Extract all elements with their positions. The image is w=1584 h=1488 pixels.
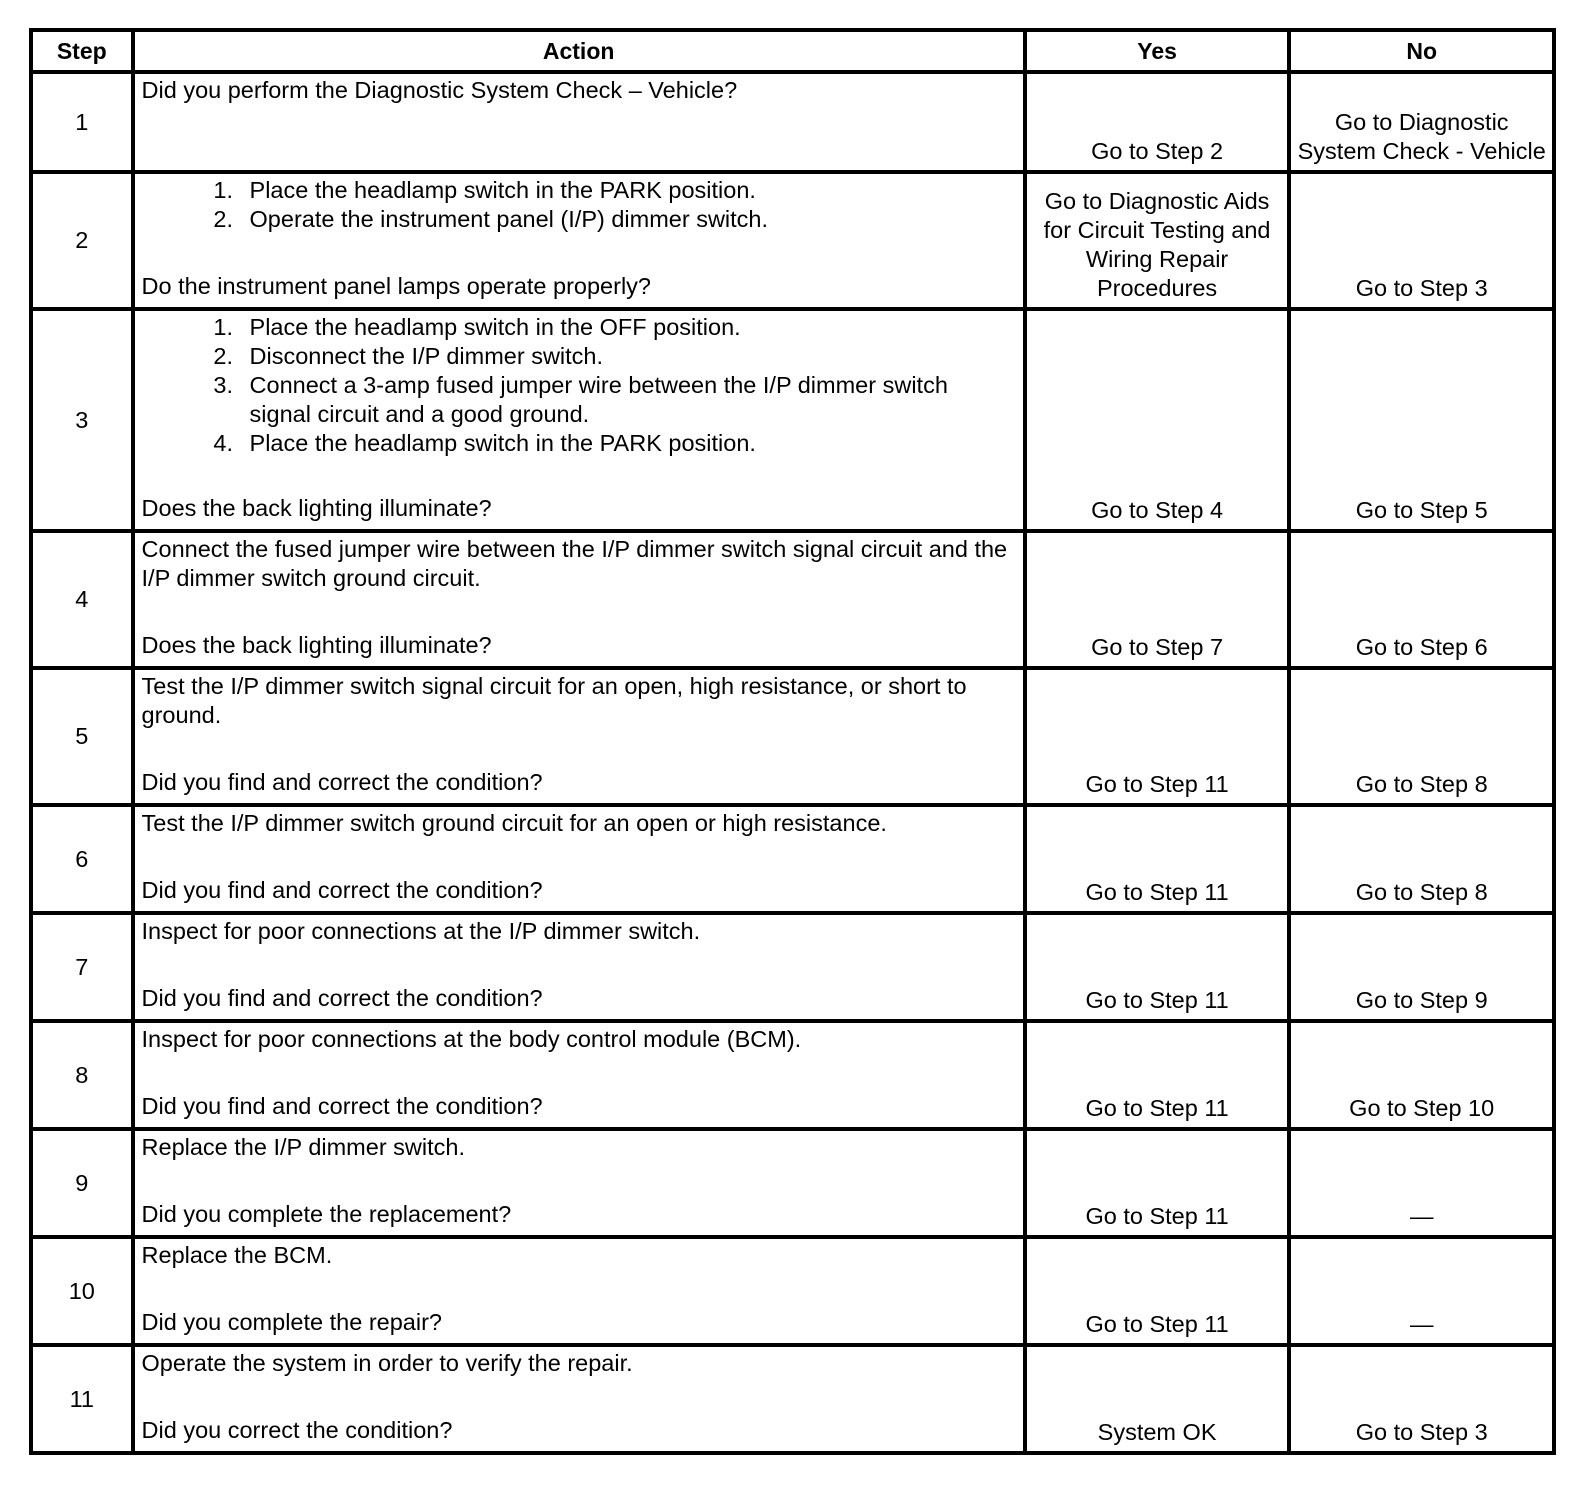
step-number: 6 [31, 805, 133, 913]
yes-cell: System OK [1025, 1345, 1290, 1453]
question-text: Did you find and correct the condition? [141, 769, 543, 795]
action-text: Test the I/P dimmer switch signal circuit for an open, high resistance, or short to ground. [141, 673, 967, 728]
no-cell: — [1289, 1129, 1554, 1237]
no-cell: Go to Step 8 [1289, 668, 1554, 805]
step-number: 8 [31, 1021, 133, 1129]
header-yes: Yes [1025, 30, 1290, 72]
table-row [31, 309, 1554, 531]
step-number: 9 [31, 1129, 133, 1237]
step-number: 3 [31, 309, 133, 531]
step-number: 11 [31, 1345, 133, 1453]
question-text: Does the back lighting illuminate? [141, 495, 492, 521]
instruction-item: 2. Disconnect the I/P dimmer switch. [240, 342, 1015, 371]
question-text: Does the back lighting illuminate? [141, 632, 492, 658]
question-text: Did you complete the repair? [141, 1309, 442, 1335]
no-cell: Go to Step 10 [1289, 1021, 1554, 1129]
table-row [31, 913, 1554, 1021]
header-step: Step [31, 30, 133, 72]
no-cell: Go to Step 5 [1289, 309, 1554, 531]
table-row [31, 668, 1554, 805]
action-cell [133, 1345, 1025, 1453]
question-text: Did you correct the condition? [141, 1417, 453, 1443]
step-number: 10 [31, 1237, 133, 1345]
action-text: Inspect for poor connections at the I/P dimmer switch. [141, 918, 701, 944]
action-text: Replace the I/P dimmer switch. [141, 1134, 466, 1160]
no-cell: Go to Diagnostic System Check - Vehicle [1289, 72, 1554, 172]
instruction-item: 4. Place the headlamp switch in the PARK position. [240, 429, 1015, 458]
diagnostic-table [29, 28, 1556, 1455]
no-cell: Go to Step 8 [1289, 805, 1554, 913]
step-number: 4 [31, 531, 133, 668]
no-cell: Go to Step 9 [1289, 913, 1554, 1021]
table-row [31, 1021, 1554, 1129]
table-row [31, 172, 1554, 309]
yes-cell: Go to Step 11 [1025, 1021, 1290, 1129]
no-cell: Go to Step 3 [1289, 1345, 1554, 1453]
yes-cell: Go to Step 11 [1025, 913, 1290, 1021]
instruction-item: 3. Connect a 3-amp fused jumper wire between the I/P dimmer switch signal circuit and a good ground. [240, 371, 1015, 429]
action-text: Connect the fused jumper wire between the I/P dimmer switch signal circuit and the I/P dimmer switch ground circuit. [141, 536, 1008, 591]
yes-cell: Go to Diagnostic Aids for Circuit Testing and Wiring Repair Procedures [1025, 172, 1290, 309]
yes-cell: Go to Step 2 [1025, 72, 1290, 172]
table-row [31, 72, 1554, 172]
yes-cell: Go to Step 11 [1025, 1237, 1290, 1345]
question-text: Did you find and correct the condition? [141, 877, 543, 903]
action-cell [133, 531, 1025, 668]
step-number: 7 [31, 913, 133, 1021]
no-cell: — [1289, 1237, 1554, 1345]
step-number: 2 [31, 172, 133, 309]
action-text: Replace the BCM. [141, 1242, 333, 1268]
instruction-list [142, 176, 1015, 234]
action-cell [133, 172, 1025, 309]
instruction-list [142, 313, 1015, 458]
question-text: Did you complete the replacement? [141, 1201, 512, 1227]
yes-cell: Go to Step 4 [1025, 309, 1290, 531]
question-text: Did you find and correct the condition? [141, 985, 543, 1011]
instruction-item: 1. Place the headlamp switch in the PARK position. [240, 176, 1015, 205]
no-cell: Go to Step 6 [1289, 531, 1554, 668]
header-no: No [1289, 30, 1554, 72]
yes-cell: Go to Step 7 [1025, 531, 1290, 668]
question-text: Do the instrument panel lamps operate properly? [141, 273, 651, 299]
table-row [31, 805, 1554, 913]
action-cell [133, 1237, 1025, 1345]
yes-cell: Go to Step 11 [1025, 1129, 1290, 1237]
action-text: Operate the system in order to verify the repair. [141, 1350, 633, 1376]
question-text: Did you find and correct the condition? [141, 1093, 543, 1119]
table-row [31, 531, 1554, 668]
action-cell [133, 668, 1025, 805]
table-row [31, 1237, 1554, 1345]
instruction-item: 1. Place the headlamp switch in the OFF position. [240, 313, 1015, 342]
header-row [31, 30, 1554, 72]
action-text: Inspect for poor connections at the body control module (BCM). [141, 1026, 802, 1052]
action-cell [133, 913, 1025, 1021]
header-action: Action [133, 30, 1025, 72]
action-text: Did you perform the Diagnostic System Check – Vehicle? [141, 77, 738, 103]
action-cell [133, 72, 1025, 172]
no-cell: Go to Step 3 [1289, 172, 1554, 309]
table-row [31, 1129, 1554, 1237]
action-cell [133, 1129, 1025, 1237]
yes-cell: Go to Step 11 [1025, 805, 1290, 913]
step-number: 5 [31, 668, 133, 805]
step-number: 1 [31, 72, 133, 172]
table-row [31, 1345, 1554, 1453]
yes-cell: Go to Step 11 [1025, 668, 1290, 805]
action-cell [133, 805, 1025, 913]
action-cell [133, 1021, 1025, 1129]
action-cell [133, 309, 1025, 531]
instruction-item: 2. Operate the instrument panel (I/P) dimmer switch. [240, 205, 1015, 234]
action-text: Test the I/P dimmer switch ground circuit for an open or high resistance. [141, 810, 887, 836]
